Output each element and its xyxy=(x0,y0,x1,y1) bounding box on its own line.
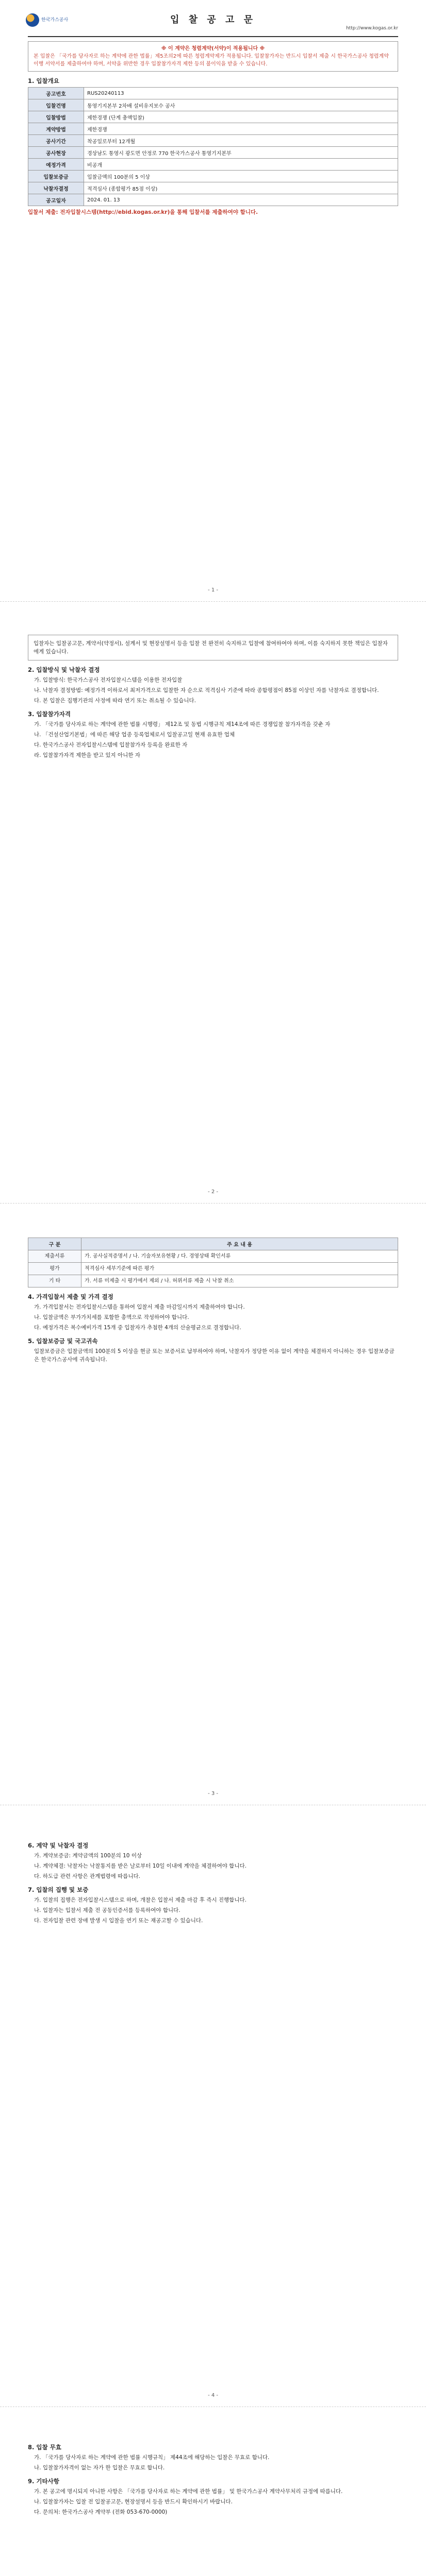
overview-value: 적격심사 (종합평가 85점 이상) xyxy=(84,182,398,194)
qual-val: 가. 공사실적증명서 / 나. 기술자보유현황 / 다. 경영상태 확인서류 xyxy=(81,1250,398,1263)
s7-item-b: 나. 입찰자는 입찰서 제출 전 공동인증서를 등록하여야 합니다. xyxy=(34,1907,181,1913)
s4-item-c: 다. 예정가격은 복수예비가격 15개 중 입찰자가 추첨한 4개의 산술평균으로 결정합니다. xyxy=(34,1325,241,1331)
s6-item-b: 나. 계약체결: 낙찰자는 낙찰통지를 받은 날로부터 10일 이내에 계약을 체결하여야 합니다. xyxy=(34,1863,247,1869)
s9-item-b: 나. 입찰참가자는 입찰 전 입찰공고문, 현장설명서 등을 반드시 확인하시기 바랍니다. xyxy=(34,2499,233,2505)
s3-item-d: 라. 입찰참가자격 제한을 받고 있지 아니한 자 xyxy=(34,752,140,758)
page-3 xyxy=(0,1204,426,1805)
section-6-title: 6. 계약 및 낙찰자 결정 xyxy=(28,1842,89,1849)
qual-row xyxy=(28,1275,398,1287)
intro-box: 입찰자는 입찰공고문, 계약서(약정서), 설계서 및 현장설명서 등을 입찰 전 완전히 숙지하고 입찰에 참여하여야 하며, 이를 숙지하지 못한 책임은 입찰자에게 있습니다. xyxy=(28,635,398,660)
s9-item-c: 다. 문의처: 한국가스공사 계약부 (전화 053-670-0000) xyxy=(34,2509,168,2515)
s2-item-a: 가. 입찰방식: 한국가스공사 전자입찰시스템을 이용한 전자입찰 xyxy=(34,677,183,683)
qual-val: 적격심사 세부기준에 따른 평가 xyxy=(81,1263,398,1275)
s4-item-b: 나. 입찰금액은 부가가치세를 포함한 총액으로 작성하여야 합니다. xyxy=(34,1314,189,1320)
page-number: - 3 - xyxy=(208,1791,218,1797)
overview-row xyxy=(28,159,398,171)
overview-row xyxy=(28,194,398,206)
overview-key: 입찰방법 xyxy=(28,111,84,123)
overview-value: 착공일로부터 12개월 xyxy=(84,135,398,147)
overview-row xyxy=(28,99,398,111)
qual-header-cat: 구 분 xyxy=(28,1238,81,1250)
s7-item-c: 다. 전자입찰 관련 장애 발생 시 입찰을 연기 또는 재공고할 수 있습니다. xyxy=(34,1918,203,1924)
overview-key: 공사기간 xyxy=(28,135,84,147)
overview-value: 경상남도 통영시 광도면 안정로 770 한국가스공사 통영기지본부 xyxy=(84,147,398,159)
overview-row xyxy=(28,88,398,99)
integrity-notice xyxy=(28,41,398,72)
qual-cat: 기 타 xyxy=(28,1275,81,1287)
s2-item-c: 다. 본 입찰은 집행기관의 사정에 따라 연기 또는 취소될 수 있습니다. xyxy=(34,698,196,704)
overview-value: 제한경쟁 (단계 총액입찰) xyxy=(84,111,398,123)
overview-value: 입찰금액의 100분의 5 이상 xyxy=(84,171,398,182)
overview-value: RUS20240113 xyxy=(84,88,398,99)
logo-text: 한국가스공사 xyxy=(41,17,69,23)
section-3-title: 3. 입찰참가자격 xyxy=(28,710,71,718)
s6-item-c: 다. 하도급 관련 사항은 관계법령에 따릅니다. xyxy=(34,1873,140,1879)
title-divider xyxy=(28,36,398,37)
page-2 xyxy=(0,602,426,1204)
qual-header-val: 주 요 내 용 xyxy=(81,1238,398,1250)
overview-table xyxy=(28,87,398,206)
notice-body: 본 입찰은 「국가를 당사자로 하는 계약에 관한 법률」제5조의2에 따른 청렴계약제가 적용됩니다. 입찰참가자는 반드시 입찰서 제출 시 한국가스공사 청렴계약이행 서약서를 제출하여야 하며, 서약을 위반한 경우 입찰참가자격 제한 등의 불이익을 받을 수 있습니다. xyxy=(34,54,389,67)
page-5 xyxy=(0,2407,426,2576)
overview-key: 공사현장 xyxy=(28,147,84,159)
s5-item: 입찰보증금은 입찰금액의 100분의 5 이상을 현금 또는 보증서로 납부하여야 하며, 낙찰자가 정당한 이유 없이 계약을 체결하지 아니하는 경우 입찰보증금은 한국가스공사에 귀속됩니다. xyxy=(34,1348,395,1363)
section-7-title: 7. 입찰의 집행 및 보증 xyxy=(28,1886,89,1893)
header xyxy=(0,0,426,36)
overview-value: 제한경쟁 xyxy=(84,123,398,135)
overview-row xyxy=(28,111,398,123)
page-1 xyxy=(0,0,426,602)
section-2-title: 2. 입찰방식 및 낙찰자 결정 xyxy=(28,666,100,673)
schedule-note: 입찰서 제출: 전자입찰시스템(http://ebid.kogas.or.kr)을 통해 입찰서를 제출하여야 합니다. xyxy=(28,209,258,215)
s4-item-a: 가. 가격입찰서는 전자입찰시스템을 통하여 입찰서 제출 마감일시까지 제출하여야 합니다. xyxy=(34,1304,245,1310)
section-1-title: 1. 입찰개요 xyxy=(28,77,59,84)
overview-value: 비공개 xyxy=(84,159,398,171)
page-4 xyxy=(0,1805,426,2407)
page-number: - 2 - xyxy=(208,1189,218,1195)
overview-key: 입찰보증금 xyxy=(28,171,84,182)
qual-cat: 평가 xyxy=(28,1263,81,1275)
section-5-title: 5. 입찰보증금 및 국고귀속 xyxy=(28,1337,98,1345)
s2-item-b: 나. 낙찰자 결정방법: 예정가격 이하로서 최저가격으로 입찰한 자 순으로 적격심사 기준에 따라 종합평점이 85점 이상인 자를 낙찰자로 결정합니다. xyxy=(34,687,379,693)
qual-val: 가. 서류 미제출 시 평가에서 제외 / 나. 허위서류 제출 시 낙찰 취소 xyxy=(81,1275,398,1287)
overview-row xyxy=(28,123,398,135)
notice-lead: ※ 이 계약은 청렴계약(서약)이 적용됩니다 ※ xyxy=(161,46,265,52)
header-url[interactable]: http://www.kogas.or.kr xyxy=(346,26,398,31)
s7-item-a: 가. 입찰의 집행은 전자입찰시스템으로 하며, 개찰은 입찰서 제출 마감 후 즉시 진행합니다. xyxy=(34,1897,247,1903)
s9-item-a: 가. 본 공고에 명시되지 아니한 사항은 「국가를 당사자로 하는 계약에 관한 법률」 및 한국가스공사 계약사무처리 규정에 따릅니다. xyxy=(34,2488,343,2495)
overview-key: 입찰건명 xyxy=(28,99,84,111)
overview-key: 계약방법 xyxy=(28,123,84,135)
s3-item-a: 가. 「국가를 당사자로 하는 계약에 관한 법률 시행령」 제12조 및 동법 시행규칙 제14조에 따른 경쟁입찰 참가자격을 갖춘 자 xyxy=(34,721,331,727)
overview-row xyxy=(28,147,398,159)
overview-row xyxy=(28,135,398,147)
page-number: - 1 - xyxy=(208,587,218,593)
overview-row xyxy=(28,182,398,194)
qual-cat: 제출서류 xyxy=(28,1250,81,1263)
overview-key: 공고번호 xyxy=(28,88,84,99)
s8-item-a: 가. 「국가를 당사자로 하는 계약에 관한 법률 시행규칙」 제44조에 해당하는 입찰은 무효로 합니다. xyxy=(34,2454,270,2461)
overview-key: 낙찰자결정 xyxy=(28,182,84,194)
overview-row xyxy=(28,171,398,182)
overview-value: 2024. 01. 13 xyxy=(84,194,398,206)
page-title: 입 찰 공 고 문 xyxy=(170,14,256,25)
s3-item-c: 다. 한국가스공사 전자입찰시스템에 입찰참가자 등록을 완료한 자 xyxy=(34,742,188,748)
overview-key: 공고일자 xyxy=(28,194,84,206)
s6-item-a: 가. 계약보증금: 계약금액의 100분의 10 이상 xyxy=(34,1853,142,1859)
overview-value: 통영기지본부 2차배 설비유지보수 공사 xyxy=(84,99,398,111)
qual-row xyxy=(28,1263,398,1275)
page-number: - 4 - xyxy=(208,2393,218,2398)
section-4-title: 4. 가격입찰서 제출 및 가격 결정 xyxy=(28,1293,113,1300)
s3-item-b: 나. 「건설산업기본법」에 따른 해당 업종 등록업체로서 입찰공고일 현재 유효한 업체 xyxy=(34,732,235,738)
s8-item-b: 나. 입찰참가자격이 없는 자가 한 입찰은 무효로 합니다. xyxy=(34,2465,165,2471)
qual-row xyxy=(28,1250,398,1263)
qualification-table xyxy=(28,1238,398,1287)
overview-key: 예정가격 xyxy=(28,159,84,171)
section-8-title: 8. 입찰 무효 xyxy=(28,2444,61,2451)
section-9-title: 9. 기타사항 xyxy=(28,2478,59,2485)
